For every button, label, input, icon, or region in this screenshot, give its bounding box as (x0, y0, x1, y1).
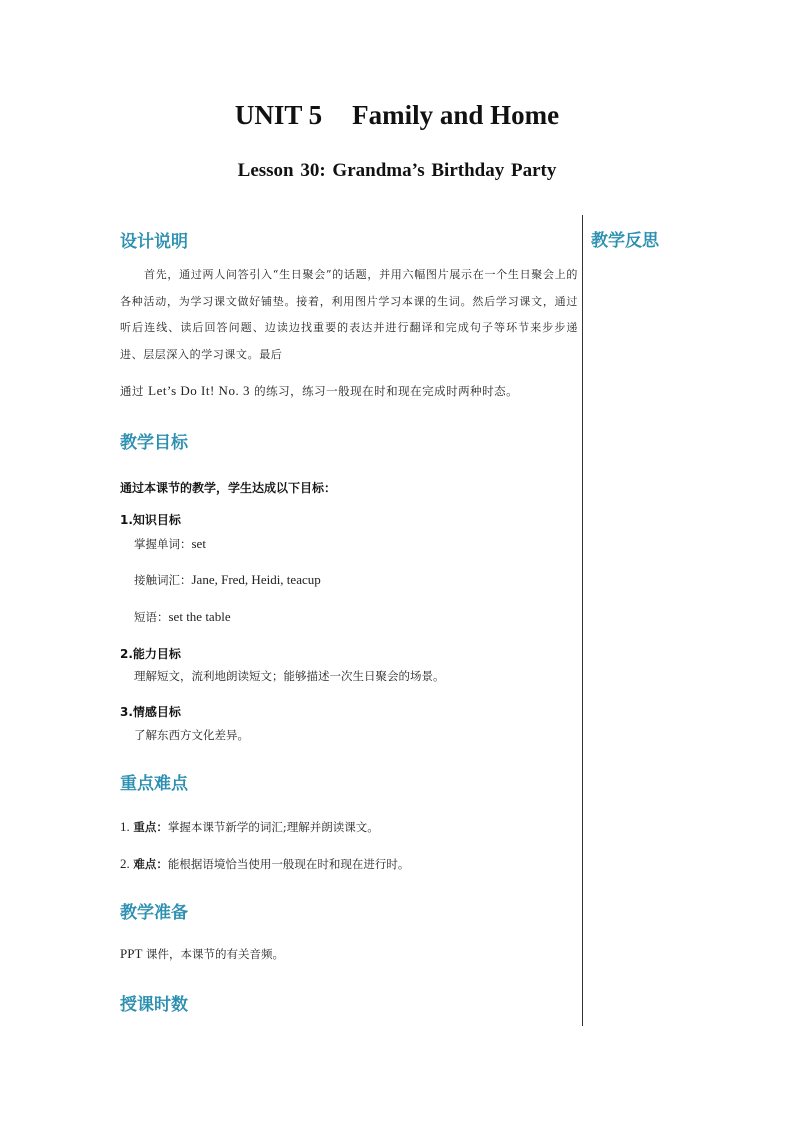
hours-heading: 授课时数 (120, 995, 188, 1015)
reflection-heading: 教学反思 (591, 231, 659, 251)
unit-title (0, 100, 794, 131)
key-point-item: 1. 重点：掌握本课节新学的词汇;理解并朗读课文。 (120, 819, 379, 834)
column-divider (582, 215, 583, 1026)
ability-goal-title: 2.能力目标 (120, 647, 181, 661)
lesson-title: Lesson 30: Grandma’s Birthday Party (237, 160, 557, 181)
goals-heading: 教学目标 (120, 433, 188, 453)
unit-name: Family and Home (352, 100, 560, 130)
key-points-heading: 重点难点 (120, 774, 188, 794)
design-heading: 设计说明 (120, 232, 188, 252)
design-paragraph: 首先，通过两人问答引入“生日聚会”的话题，并用六幅图片展示在一个生日聚会上的各种活动，为学习课文做好铺垫。接着，利用图片学习本课的生词。然后学习课文，通过听后连线、读后回答问题、边读边找重要的表达并进行翻译和完成句子等环节来步步递进、层层深入的学习课文。最后 (120, 268, 578, 361)
contact-words: 接触词汇：Jane, Fred, Heidi, teacup (134, 572, 321, 587)
emotion-goal-body: 了解东西方文化差异。 (134, 728, 249, 742)
unit-number: UNIT 5 (234, 100, 323, 130)
emotion-goal-title: 3.情感目标 (120, 705, 181, 719)
goals-intro: 通过本课节的教学，学生达成以下目标： (120, 481, 337, 495)
ability-goal-body: 理解短文，流利地朗读短文；能够描述一次生日聚会的场景。 (134, 669, 445, 683)
prep-body: PPT 课件，本课节的有关音频。 (120, 946, 285, 961)
knowledge-goal-title: 1.知识目标 (120, 513, 181, 527)
difficult-point-item: 2. 难点：能根据语境恰当使用一般现在时和现在进行时。 (120, 856, 410, 871)
design-last-line: 通过 Let’s Do It! No. 3 的练习，练习一般现在时和现在完成时两种时态。 (120, 383, 519, 398)
master-words: 掌握单词：set (134, 536, 206, 551)
phrases: 短语：set the table (134, 609, 231, 624)
lets-do-it-ref: Let’s Do It! No. 3 (148, 383, 250, 398)
prep-heading: 教学准备 (120, 903, 188, 923)
